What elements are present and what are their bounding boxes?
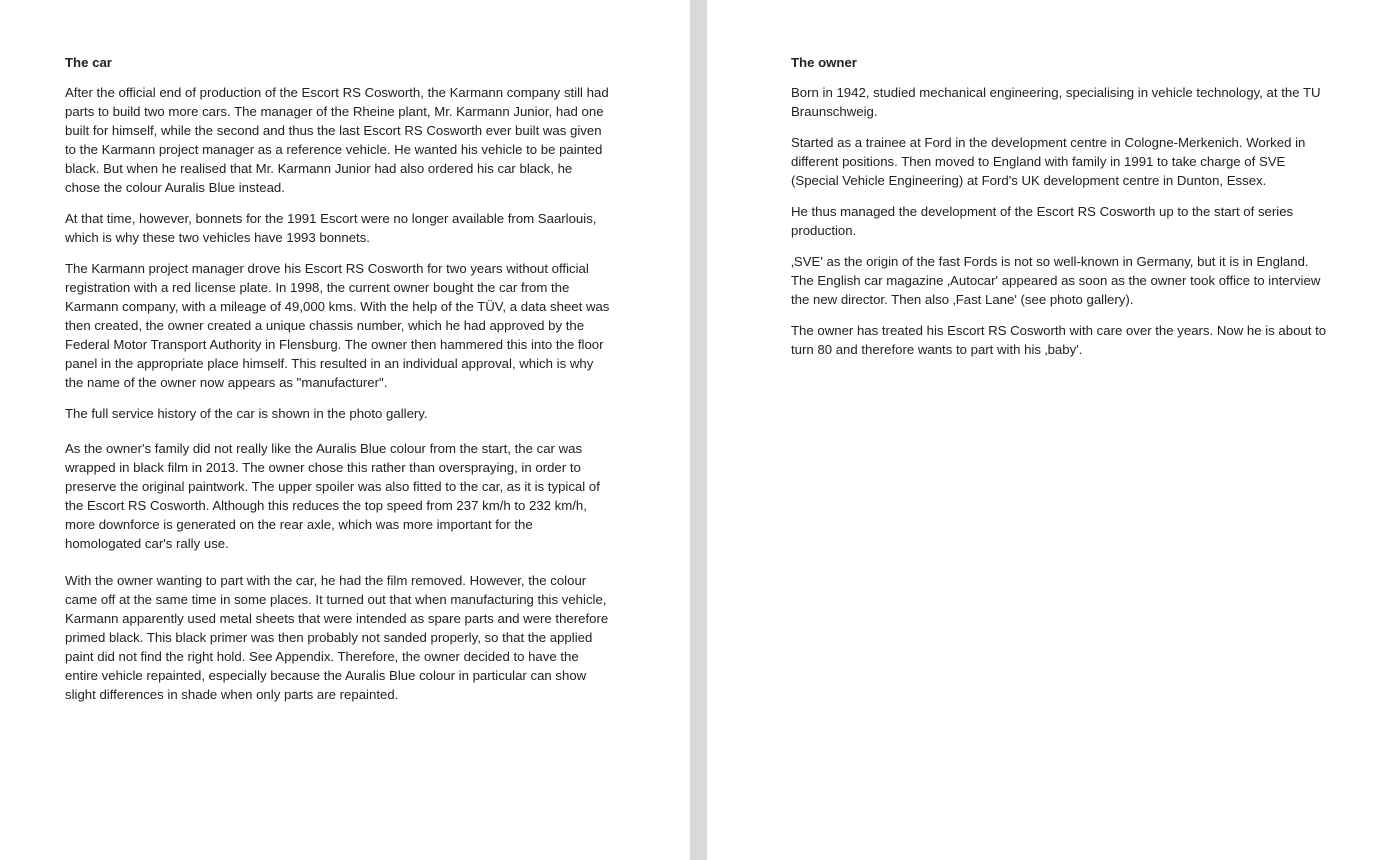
- section-heading-the-owner: The owner: [791, 55, 857, 70]
- paragraph: After the official end of production of the Escort RS Cosworth, the Karmann company still had parts to build two more cars. The manager of the Rheine plant, Mr. Karmann Junior, had one built for himself, while the second and thus the last Escort RS Cosworth ever built was given to the Karmann project manager as a reference vehicle. He wanted his vehicle to be painted black. But when he realised that Mr. Karmann Junior had also ordered his car black, he chose the colour Auralis Blue instead.: [65, 85, 609, 195]
- left-text-column: [65, 53, 610, 716]
- page-right: [707, 0, 1400, 860]
- section-heading-the-car: The car: [65, 55, 112, 70]
- page-gutter: [690, 0, 707, 860]
- paragraph: With the owner wanting to part with the car, he had the film removed. However, the colour came off at the same time in some places. It turned out that when manufacturing this vehicle, Karmann apparently used metal sheets that were intended as spare parts and were therefore primed black. This black primer was then probably not sanded properly, so that the applied paint did not find the right hold. See Appendix. Therefore, the owner decided to have the entire vehicle repainted, especially because the Auralis Blue colour in particular can show slight differences in shade when only parts are repainted.: [65, 573, 609, 702]
- right-text-column: [791, 53, 1331, 371]
- paragraph: The owner has treated his Escort RS Cosworth with care over the years. Now he is about to turn 80 and therefore wants to part with his ‚baby'.: [791, 323, 1327, 357]
- paragraph: Born in 1942, studied mechanical engineering, specialising in vehicle technology, at the TU Braunschweig.: [791, 85, 1321, 119]
- paragraph: ‚SVE' as the origin of the fast Fords is not so well-known in Germany, but it is in England. The English car magazine ‚Autocar' appeared as soon as the owner took office to interview the new director. Then also ‚Fast Lane' (see photo gallery).: [791, 254, 1321, 307]
- page-left: [0, 0, 690, 860]
- paragraph: The Karmann project manager drove his Escort RS Cosworth for two years without official registration with a red license plate. In 1998, the current owner bought the car from the Karmann company, with a mileage of 49,000 kms. With the help of the TÜV, a data sheet was then created, the owner created a unique chassis number, which he had approved by the Federal Motor Transport Authority in Flensburg. The owner then hammered this into the floor panel in the appropriate place himself. This resulted in an individual approval, which is why the name of the owner now appears as "manufacturer".: [65, 261, 610, 390]
- paragraph: At that time, however, bonnets for the 1991 Escort were no longer available from Saarlouis, which is why these two vehicles have 1993 bonnets.: [65, 211, 597, 245]
- paragraph: He thus managed the development of the Escort RS Cosworth up to the start of series production.: [791, 204, 1294, 238]
- paragraph: The full service history of the car is shown in the photo gallery.: [65, 406, 428, 421]
- paragraph: As the owner's family did not really like the Auralis Blue colour from the start, the car was wrapped in black film in 2013. The owner chose this rather than overspraying, in order to preserve the original paintwork. The upper spoiler was also fitted to the car, as it is typical of the Escort RS Cosworth. Although this reduces the top speed from 237 km/h to 232 km/h, more downforce is generated on the rear axle, which was more important for the homologated car's rally use.: [65, 441, 600, 551]
- paragraph: Started as a trainee at Ford in the development centre in Cologne-Merkenich. Worked in different positions. Then moved to England with family in 1991 to take charge of SVE (Special Vehicle Engineering) at Ford's UK development centre in Dunton, Essex.: [791, 135, 1306, 188]
